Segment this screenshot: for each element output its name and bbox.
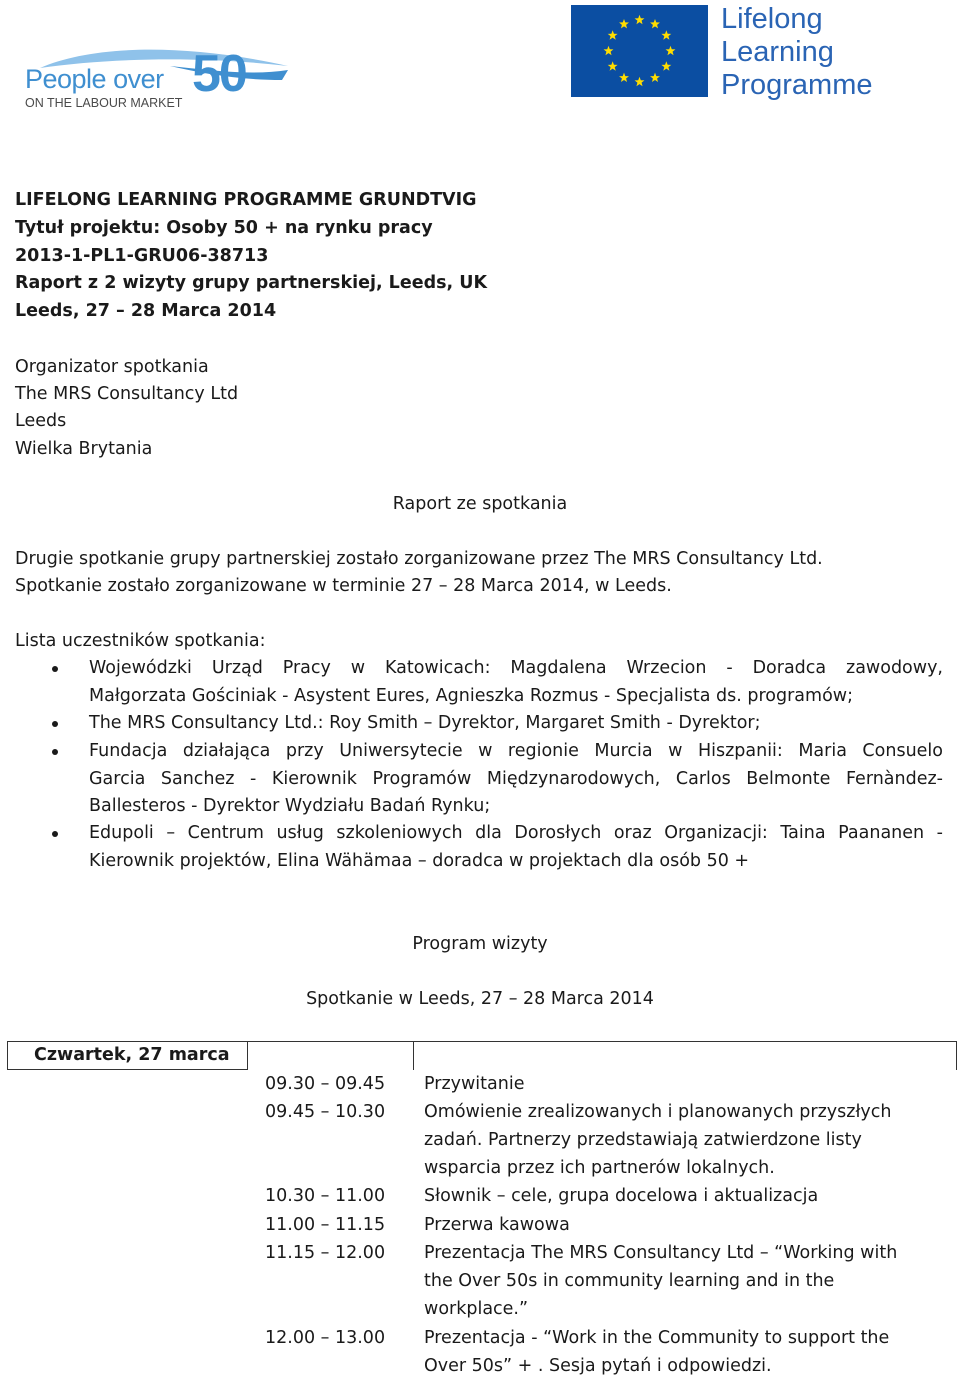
organizer-line: Wielka Brytania: [15, 439, 153, 459]
eu-star-icon: [650, 73, 660, 82]
bullet-icon: [52, 831, 58, 837]
eu-flag-icon: [571, 5, 708, 97]
participant-line: Małgorzata Gościniak - Asystent Eures, Agnieszka Rozmus - Specjalista ds. programów;: [89, 685, 853, 706]
table-border: [7, 1041, 8, 1070]
header-line: Tytuł projektu: Osoby 50 + na rynku pracy: [15, 218, 433, 238]
schedule-time: 11.15 – 12.00: [265, 1243, 386, 1263]
intro-line: Drugie spotkanie grupy partnerskiej zostało zorganizowane przez The MRS Consultancy Ltd.: [15, 549, 823, 569]
schedule-item: Przerwa kawowa: [424, 1215, 570, 1235]
eu-star-icon: [650, 19, 660, 28]
lifelong-learning-programme-logo: [571, 5, 901, 100]
eu-star-icon: [661, 30, 671, 39]
eu-star-icon: [619, 73, 629, 82]
header-line: Raport z 2 wizyty grupy partnerskiej, Leeds, UK: [15, 273, 488, 293]
report-title: Raport ze spotkania: [392, 494, 568, 514]
schedule-time: 09.45 – 10.30: [265, 1102, 386, 1122]
logo-word: People over: [25, 64, 164, 94]
llp-wordmark: [721, 3, 873, 102]
eu-star-icon: [635, 77, 645, 86]
bullet-icon: [52, 721, 58, 727]
schedule-item: zadań. Partnerzy przedstawiają zatwierdzone listy: [424, 1130, 862, 1150]
schedule-item: Prezentacja - “Work in the Community to support the: [424, 1328, 890, 1348]
people-over-50-logo: [20, 40, 295, 115]
header-line: Leeds, 27 – 28 Marca 2014: [15, 301, 277, 321]
organizer-line: Leeds: [15, 411, 67, 431]
eu-star-icon: [608, 30, 618, 39]
intro-line: Spotkanie zostało zorganizowane w terminie 27 – 28 Marca 2014, w Leeds.: [15, 576, 672, 596]
bullet-icon: [52, 666, 58, 672]
participant-line: Kierownik projektów, Elina Wähämaa – doradca w projektach dla osób 50 +: [89, 850, 750, 871]
llp-line-2: Learning: [721, 36, 834, 68]
table-border: [247, 1041, 248, 1070]
schedule-table: [7, 1041, 957, 1381]
participant-item: [89, 710, 943, 738]
schedule-item: the Over 50s in community learning and in the: [424, 1271, 835, 1291]
table-border: [413, 1041, 414, 1070]
logo-number: 50: [192, 45, 246, 103]
schedule-time: 10.30 – 11.00: [265, 1186, 386, 1206]
schedule-item: Przywitanie: [424, 1074, 525, 1094]
participant-item: [89, 820, 943, 875]
participant-line: Wojewódzki Urząd Pracy w Katowicach: Magdalena Wrzecion - Doradca zawodowy,: [89, 658, 943, 678]
table-border: [7, 1069, 247, 1070]
participant-line: Ballesteros - Dyrektor Wydziału Badań Rynku;: [89, 796, 491, 816]
schedule-item: Omówienie zrealizowanych i planowanych przyszłych: [424, 1102, 892, 1122]
organizer-line: The MRS Consultancy Ltd: [15, 384, 239, 404]
eu-star-icon: [608, 61, 618, 70]
program-title: Program wizyty: [412, 934, 548, 954]
schedule-time: 12.00 – 13.00: [265, 1328, 386, 1348]
eu-star-icon: [635, 15, 645, 24]
organizer-line: Organizator spotkania: [15, 357, 209, 377]
header-line: 2013-1-PL1-GRU06-38713: [15, 246, 269, 266]
schedule-item: Słownik – cele, grupa docelowa i aktualizacja: [424, 1186, 819, 1206]
table-border: [956, 1041, 957, 1070]
day-label: Czwartek, 27 marca: [34, 1045, 230, 1065]
llp-line-1: Lifelong: [721, 3, 823, 35]
eu-star-icon: [666, 46, 676, 55]
participant-item: [89, 655, 943, 710]
schedule-time: 09.30 – 09.45: [265, 1074, 386, 1094]
header-line: LIFELONG LEARNING PROGRAMME GRUNDTVIG: [15, 190, 477, 210]
logo-tagline: ON THE LABOUR MARKET: [25, 96, 183, 110]
schedule-item: Over 50s” + . Sesja pytań i odpowiedzi.: [424, 1356, 772, 1376]
bullet-icon: [52, 749, 58, 755]
schedule-item: workplace.”: [424, 1299, 529, 1319]
participants-heading: Lista uczestników spotkania:: [15, 631, 266, 651]
participant-line: The MRS Consultancy Ltd.: Roy Smith – Dyrektor, Margaret Smith - Dyrektor;: [89, 713, 761, 733]
participant-line: Garcia Sanchez - Kierownik Programów Międzynarodowych, Carlos Belmonte Fernàndez-: [89, 768, 943, 789]
schedule-time: 11.00 – 11.15: [265, 1215, 386, 1235]
participant-line: Fundacja działająca przy Uniwersytecie w regionie Murcia w Hiszpanii: Maria Consuelo: [89, 741, 943, 761]
program-subtitle: Spotkanie w Leeds, 27 – 28 Marca 2014: [306, 989, 654, 1009]
participant-item: [89, 738, 943, 821]
participant-line: Edupoli – Centrum usług szkoleniowych dla Dorosłych oraz Organizacji: Taina Paananen -: [89, 823, 943, 843]
eu-star-icon: [619, 19, 629, 28]
schedule-item: wsparcia przez ich partnerów lokalnych.: [424, 1158, 775, 1178]
eu-star-icon: [604, 46, 614, 55]
llp-line-3: Programme: [721, 69, 873, 101]
schedule-item: Prezentacja The MRS Consultancy Ltd – “Working with: [424, 1243, 898, 1263]
eu-star-icon: [661, 61, 671, 70]
